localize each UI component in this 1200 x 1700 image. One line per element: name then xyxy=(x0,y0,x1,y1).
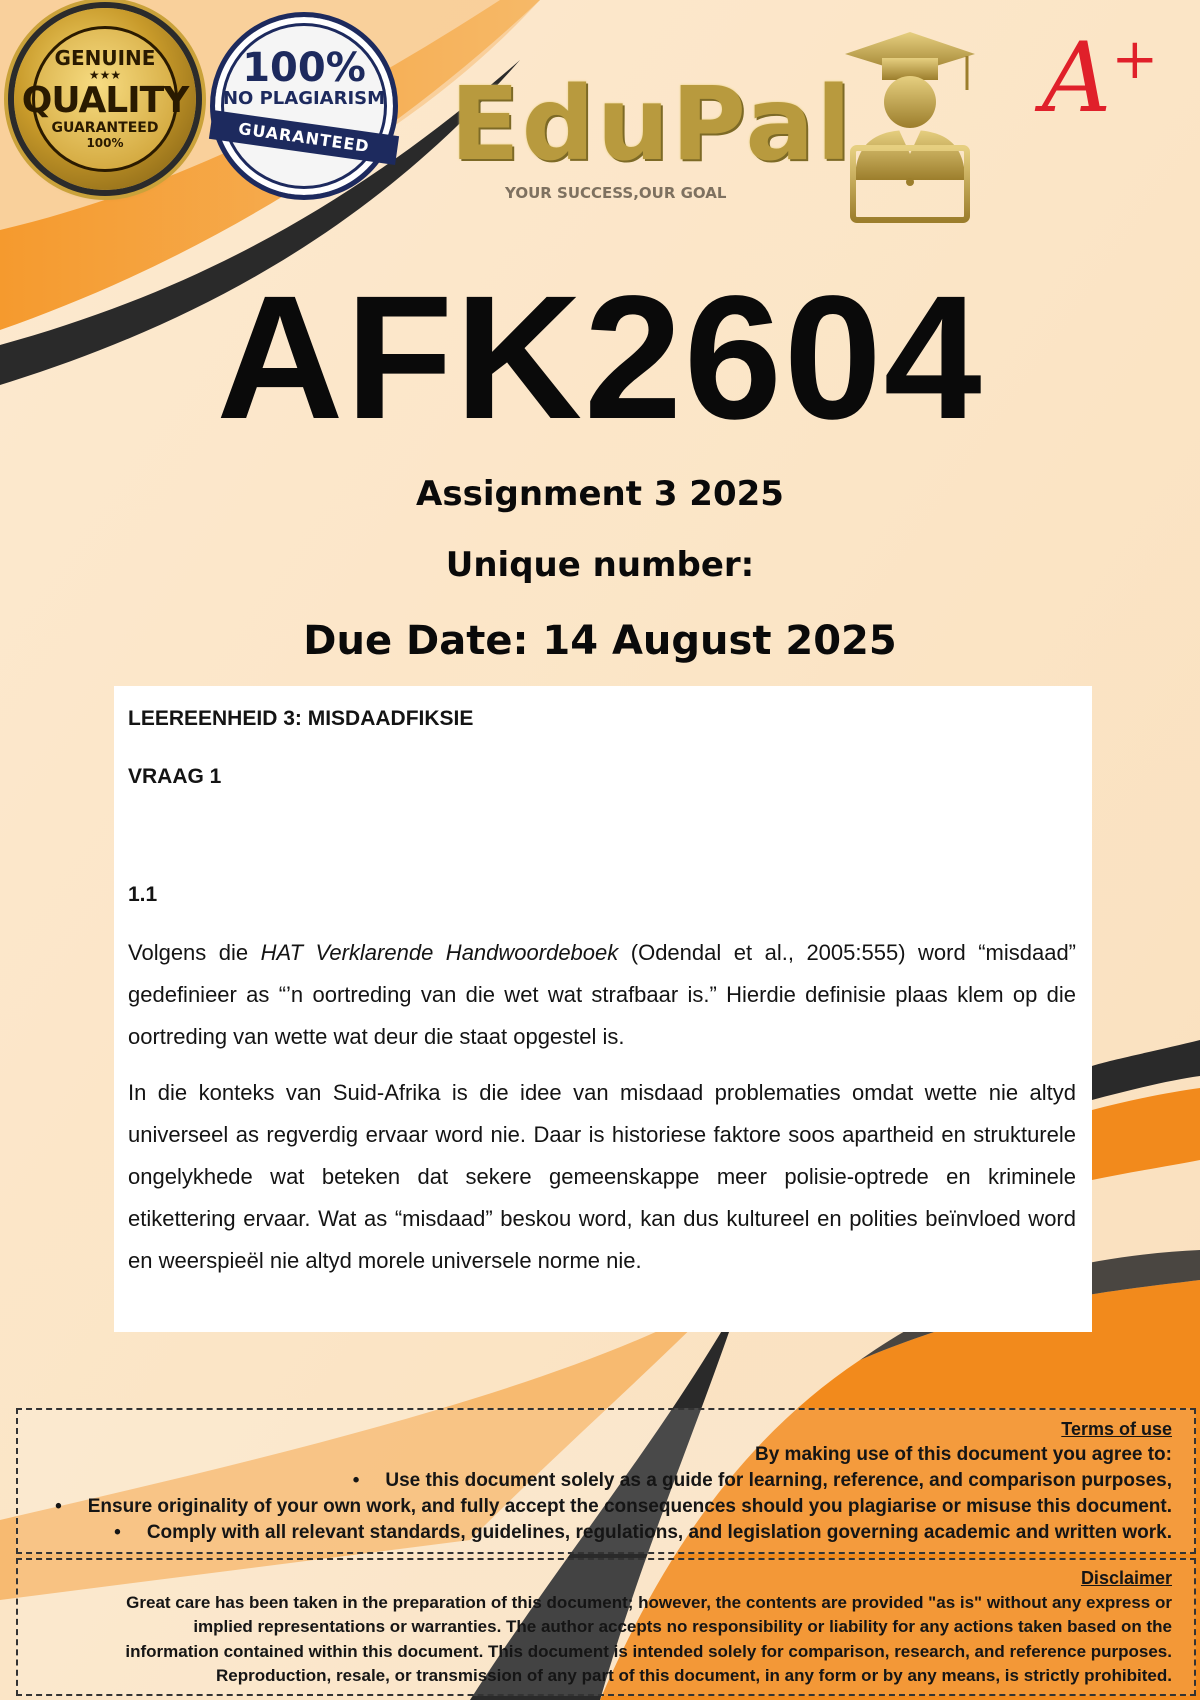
quality-badge-percent: 100% xyxy=(86,136,124,150)
terms-of-use-box xyxy=(16,1408,1196,1554)
terms-list xyxy=(40,1468,1172,1546)
disclaimer-body xyxy=(48,1591,1172,1689)
unit-heading: LEEREENHEID 3: MISDAADFIKSIE xyxy=(128,707,474,730)
disclaimer-line: Reproduction, resale, or transmission of any part of this document, in any form or by any means, is strictly prohibited. xyxy=(216,1666,1172,1685)
paragraph-1 xyxy=(128,932,1076,1058)
disclaimer-box xyxy=(16,1558,1196,1696)
brand-tagline: YOUR SUCCESS,OUR GOAL xyxy=(505,184,727,202)
grade-plus: + xyxy=(1111,27,1159,92)
grade-a-plus-mark xyxy=(1042,10,1159,134)
disclaimer-line: Great care has been taken in the preparation of this document; however, the contents are provided "as is" without any express or xyxy=(126,1592,1172,1612)
no-plagiarism-badge xyxy=(210,12,398,200)
question-heading: VRAAG 1 xyxy=(128,765,222,788)
subquestion-number: 1.1 xyxy=(128,883,158,906)
no-plagiarism-ribbon: GUARANTEED xyxy=(209,110,399,165)
quality-badge xyxy=(14,8,196,190)
quality-badge-stars: ★★★ xyxy=(88,68,122,82)
paragraph-2: In die konteks van Suid-Afrika is die idee van misdaad problematies omdat wette nie altyd universeel as regverdig ervaar word nie. Daar is historiese faktore soos apartheid en strukturele ongelykhede wat beteken dat sekere gemeenskappe meer polisie-optrede en kriminele etikettering ervaar. Wat as “misdaad” beskou word, kan dus kultureel en polities beïnvloed word en weerspieël nie altyd morele universele norme nie. xyxy=(128,1080,1076,1273)
terms-title: Terms of use xyxy=(1061,1419,1172,1439)
document-content xyxy=(114,686,1092,1332)
disclaimer-line: implied representations or warranties. The author accepts no responsibility or liability for any actions taken based on the xyxy=(193,1617,1172,1636)
graduate-laptop-icon xyxy=(835,30,985,230)
p1-after: (Odendal et al., 2005:555) word “misdaad” gedefinieer as “’n oortreding van die wet wat strafbaar is.” Hierdie definisie plaas klem op die oortreding van wette wat deur die staat opgestel is. xyxy=(128,940,1077,1049)
disclaimer-line: information contained within this document. This document is intended solely for comparison, research, and reference purposes. xyxy=(125,1641,1172,1661)
brand-logo-text: EduPal xyxy=(450,65,854,184)
terms-item: • Use this document solely as a guide for learning, reference, and comparison purposes, xyxy=(40,1468,1172,1494)
terms-item: • Comply with all relevant standards, guidelines, regulations, and legislation governing academic and written work. xyxy=(40,1520,1172,1546)
terms-item: • Ensure originality of your own work, and fully accept the consequences should you plagiarise or misuse this document. xyxy=(40,1494,1172,1520)
quality-badge-top: GENUINE xyxy=(54,46,156,70)
grade-letter: A xyxy=(1042,22,1112,134)
due-date: Due Date: 14 August 2025 xyxy=(303,618,897,664)
no-plagiarism-text: NO PLAGIARISM xyxy=(222,88,386,109)
course-code: AFK2604 xyxy=(216,260,984,456)
quality-badge-sub: GUARANTEED xyxy=(51,120,159,136)
no-plagiarism-percent: 100% xyxy=(242,45,366,91)
terms-intro: By making use of this document you agree to: xyxy=(754,1444,1172,1465)
assignment-title: Assignment 3 2025 xyxy=(416,474,784,514)
quality-badge-main: QUALITY xyxy=(21,80,189,121)
p1-before: Volgens die xyxy=(128,940,261,965)
unique-number: Unique number: xyxy=(445,545,755,585)
disclaimer-title: Disclaimer xyxy=(1080,1568,1172,1588)
p1-italic-title: HAT Verklarende Handwoordeboek xyxy=(260,940,619,965)
